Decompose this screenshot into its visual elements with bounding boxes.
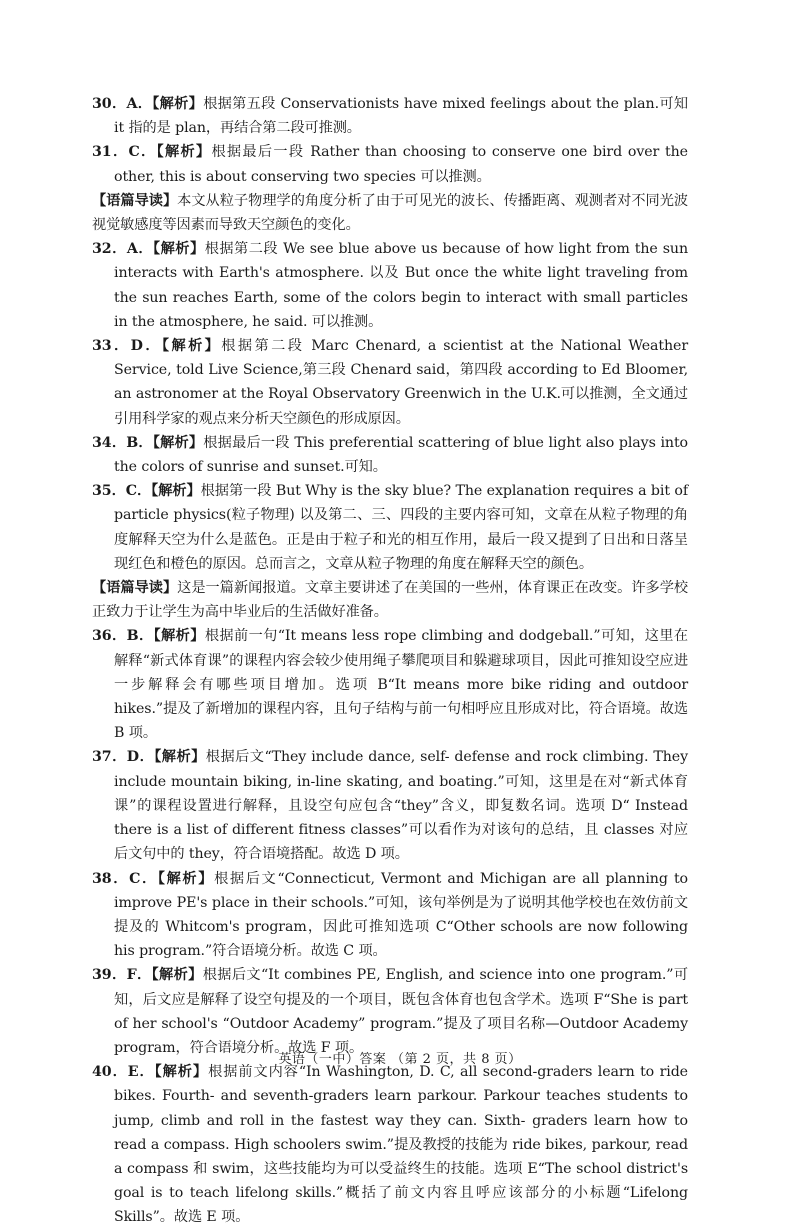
answer-31 (92, 140, 688, 188)
passage-guide-1 (92, 189, 688, 237)
answer-40 (92, 1060, 688, 1229)
answer-34 (92, 431, 688, 479)
answer-text: 根据后文“Connecticut, Vermont and Michigan are all planning to improve PE's place in their schools.”可知，该句举例是为了说明其他学校也在效仿前文提及的 Whitcom's program，因此可推知选项 C“Other schools are now following his program.”符合语境分析。故选 C 项。 (114, 870, 688, 960)
item-number: 33．D． (92, 338, 162, 355)
item-number: 34．B． (92, 434, 153, 451)
guide-text: 本文从粒子物理学的角度分析了由于可见光的波长、传播距离、观测者对不同光波视觉敏感度等因素而导致天空颜色的变化。 (92, 192, 689, 234)
answer-text: 根据第二段 Marc Chenard, a scientist at the National Weather Service, told Live Science,第三段 Chenard said，第四段 according to Ed Bloomer, an astronomer at the Royal Observatory Greenwich in the U.K.可以推测，全文通过引用科学家的观点来分析天空颜色的形成原因。 (114, 338, 689, 427)
analysis-tag: 【解析】 (157, 870, 215, 887)
answer-35 (92, 479, 688, 576)
answer-text: 根据最后一段 Rather than choosing to conserve one bird over the other, this is about conserving two species 可以推测。 (114, 144, 688, 185)
analysis-tag: 【解析】 (151, 967, 203, 984)
answer-39 (92, 963, 688, 1060)
answer-text: 根据第二段 We see blue above us because of how light from the sun interacts with Earth's atmosphere. 以及 But once the white light traveling from the sun reaches Earth, some of the colors begin to interact with small particles in the atmosphere, he said. 可以推测。 (114, 241, 688, 330)
analysis-tag: 【解析】 (152, 434, 204, 451)
item-number: 31．C． (92, 144, 157, 161)
answer-text: 根据后文“They include dance, self- defense and rock climbing. They include mountain biking, in-line skating, and boating.”可知，这里是在对“新式体育课”的课程设置进行解释，且设空句应包含“they”含义，即复数名词。选项 D“ Instead there is a list of different fitness classes”可以看作为对该句的总结，且 classes 对应后文句中的 they，符合语境搭配。故选 D 项。 (114, 749, 688, 863)
answer-37 (92, 745, 688, 866)
analysis-tag: 【解析】 (154, 749, 206, 766)
page-footer: 英语（一中）答案 （第 2 页，共 8 页） (278, 1052, 522, 1067)
analysis-tag: 【解析】 (161, 338, 222, 355)
item-number: 39．F． (92, 967, 152, 984)
answer-38 (92, 867, 688, 964)
analysis-tag: 【解析】 (153, 628, 205, 645)
answer-text: 根据第五段 Conservationists have mixed feelings about the plan.可知 it 指的是 plan，再结合第二段可推测。 (114, 96, 688, 137)
analysis-tag: 【解析】 (153, 241, 205, 258)
item-number: 40．E． (92, 1064, 155, 1081)
answer-text: 根据前一句“It means less rope climbing and dodgeball.”可知，这里在解释“新式体育课”的课程内容会较少使用绳子攀爬项目和躲避球项目，因此可推知设空应进一步解释会有哪些项目增加。选项 B“It means more bike riding and outdoor hikes.”提及了新增加的课程内容，且句子结构与前一句相呼应且形成对比，符合语境。故选 B 项。 (114, 628, 688, 742)
answer-text: 根据第一段 But Why is the sky blue? The explanation requires a bit of particle physics(粒子物理) 以及第二、三、四段的主要内容可知，文章在从粒子物理的角度解释天空为什么是蓝色。正是由于粒子和光的相互作用，最后一段又提到了日出和日落呈现红色和橙色的原因。总而言之，文章从粒子物理的角度在解释天空的颜色。 (114, 483, 688, 572)
analysis-tag: 【解析】 (156, 144, 212, 161)
item-number: 35．C． (92, 483, 152, 500)
answer-36 (92, 624, 688, 745)
guide-tag: 【语篇导读】 (92, 580, 178, 597)
answer-33 (92, 334, 688, 431)
answer-30 (92, 92, 688, 140)
item-number: 30．A． (92, 96, 153, 112)
answer-text: 根据后文“It combines PE, English, and science into one program.”可知，后文应是解释了设空句提及的一个项目，既包含体育也包含学术。选项 F“She is part of her school's “Outdoor Academy” program.”提及了项目名称—Outdoor Academy program，符合语境分析。故选 F 项。 (114, 967, 688, 1056)
item-number: 37．D． (92, 749, 155, 766)
guide-text: 这是一篇新闻报道。文章主要讲述了在美国的一些州，体育课正在改变。许多学校正致力于让学生为高中毕业后的生活做好准备。 (92, 580, 689, 621)
answer-text: 根据前文内容“In Washington, D. C, all second-graders learn to ride bikes. Fourth- and seventh-graders learn parkour. Parkour teaches students to jump, climb and roll in the fastest way they can. Sixth- graders learn how to read a compass. High schoolers swim.”提及教授的技能为 ride bikes, parkour, read a compass 和 swim，这些技能均为可以受益终生的技能。选项 E“The school district's goal is to teach lifelong skills.”概括了前文内容且呼应该部分的小标题“Lifelong Skills”。故选 E 项。 (114, 1064, 688, 1226)
item-number: 32．A． (92, 241, 154, 258)
guide-tag: 【语篇导读】 (92, 192, 178, 209)
passage-guide-2 (92, 576, 688, 624)
analysis-tag: 【解析】 (154, 1064, 209, 1081)
analysis-tag: 【解析】 (151, 483, 201, 500)
item-number: 36．B． (92, 628, 154, 645)
item-number: 38．C． (92, 870, 158, 887)
analysis-tag: 【解析】 (152, 96, 204, 112)
answer-32 (92, 237, 688, 334)
answer-text: 根据最后一段 This preferential scattering of blue light also plays into the colors of sunrise and sunset.可知。 (114, 434, 688, 476)
